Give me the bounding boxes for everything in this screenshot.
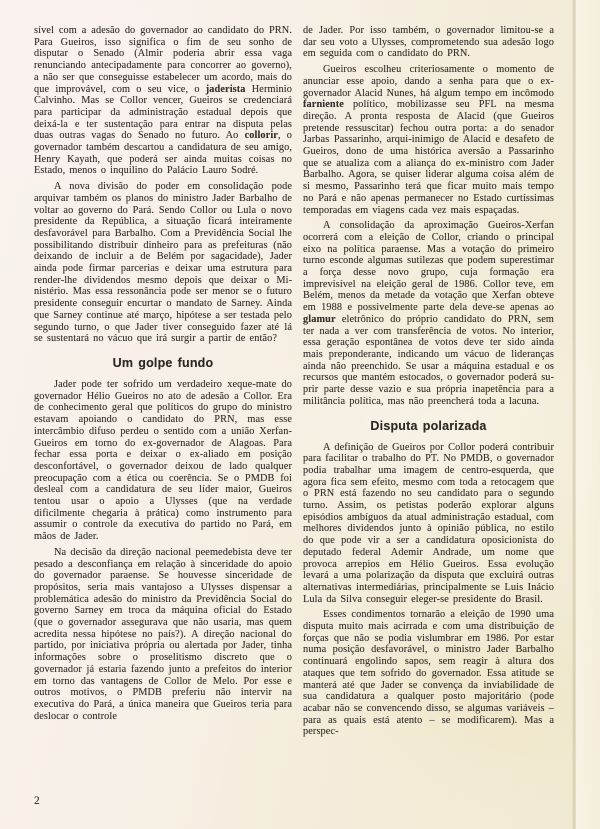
text-column-right	[303, 25, 554, 742]
text-segment: Jader pode ter sofrido um verdadeiro xeque-mate do governador Hélio Gueiros no ato de adesão a Collor. Era de conhecimento geral que políticos do grupo do ministro estavam apoiando o candidato do PRN, mas esse intercâmbio difuso perdeu o sentido com a união Xerfan-Gueiros em torno do ex-governador de Alagoas. Para fechar essa porta e deixar o ex-aliado em posição desconfortável, o governador deixou de lado qualquer preocupação com a ética ou coerência. Se o PMDB foi desleal com a candidatura de seu líder maior, Gueiros tentou usar o apoio a Ulysses (que na verdade dificilmente chegaria à prática) como instrumento para assumir o controle da executiva do partido no Pará, em mãos de Jader.	[34, 378, 292, 543]
paragraph	[303, 64, 554, 216]
section-heading: Um golpe fundo	[112, 355, 214, 370]
text-segment: Esses condimentos tornarão a eleição de 1990 uma disputa muito mais acirrada e com uma distribuição de forças que não se podia vislumbrar em 1986. Por estar numa posição desfavorável, o ministro Jader Barbalho continuará engolindo sapos, sem reagir à altura dos ataques que tem sofrido do governador. Essa atitude se manterá até que Jader se convença da inviabilidade de sua candidatura a qualquer posto majoritário (pode acabar não se convencendo disso, se algumas variáveis – para as quais está atento – se modificarem). Mas a perspec-	[303, 609, 554, 738]
paragraph	[303, 25, 554, 60]
paragraph	[303, 609, 554, 738]
paragraph	[34, 181, 292, 345]
paragraph	[34, 547, 292, 723]
text-segment: Herminio Calvinho. Mas se Collor vencer, Gueiros se credenciará para participar da administração estadual depois que deixá-la e ter sustentação para entrar na disputa pelas duas outras vagas do Senado no futuro. Ao	[34, 83, 293, 142]
text-segment: Na decisão da direção nacional peemedebista deve ter pesado a desconfiança em relação à sinceridade do apoio do governador paraense. Se houvesse sinceridade de propósitos, seria mais vantajoso a Ulysses dispensar a problemática adesão do ministro da Previdência Social do governo Sarney em troca da máquina oficial do Estado (que o governador assegurava que não usaria, mas quem acredita nessa hipótese no país?). A direção nacional do partido, por iniciativa própria ou alertada por Jader, tinha informações sobre o proselitismo discreto que o governador já estaria fazendo junto a prefeitos do interior em torno das vantagens de Collor de Melo. Por esse e outros motivos, o PMDB preferiu não intervir na executiva do Pará, a única maneira que Gueiros teria para deslocar o controle	[34, 546, 292, 722]
text-segment: político, mobilizasse seu PFL na mesma direção. A pronta resposta de Alacid (que Gueiros pretende ressuscitar) fechou outra porta: a do senador Jarbas Passarinho, arqui-inimigo de Alacid e desafeto de Gueiros, dono de uma histórica aversão a Passarinho que se atualiza com a aliança do ex-ministro com Jader Barbalho. Agora, se quiser liderar alguma coisa além de si mesmo, Passarinho terá que ficar muito mais tempo no Pará e não apenas permanecer no Estado curtíssimas temporadas em viagens cada vez mais espaçadas.	[303, 99, 554, 216]
text-column-left	[34, 25, 292, 726]
text-segment: A consolidação da aproximação Gueiros-Xerfan ocorrerá com a eleição de Collor, criando o principal eixo na política paraense. Mas a votação do primeiro turno esconde algumas sutilezas que podem superestimar a força desse novo grupo, cuja formação era imprevisível na eleição geral de 1986. Collor teve, em Belém, menos da metade da votação que Xerfan obteve em 1988 e possivelmente parte dela deve-se apenas ao	[303, 220, 554, 314]
bold-term: glamur	[303, 313, 336, 325]
section-heading: Disputa polarizada	[370, 418, 487, 433]
page-number: 2	[34, 795, 40, 807]
bold-term: jaderista	[205, 83, 246, 95]
page-edge-strip	[576, 0, 600, 829]
text-segment: de Jader. Por isso também, o governador limitou-se a dar seu voto a Ulysses, comprometendo sua adesão logo em seguida com o candidato do PRN.	[303, 25, 554, 60]
bold-term: farniente	[303, 99, 344, 111]
text-segment: Gueiros escolheu criteriosamente o momento de anunciar esse apoio, dando a senha para que o ex-governador Alacid Nunes, há algum tempo em incômodo	[303, 64, 554, 99]
paragraph	[303, 442, 554, 606]
text-segment: A nova divisão do poder em consolidação pode arquivar também os planos do ministro Jader Barbalho de voltar ao governo do Pará. Sendo Collor ou Lula o novo presidente da República, a situação ficará inteiramente desfavorável para Barbalho. Com a Previdência Social lhe possibilitando distribuir dinheiro para as prefeituras (não deixando de incluir a de Belém por sagacidade), Jader ainda pode firmar parcerias e deixar uma estrutura para render-lhe dividendos mesmo depois que deixar o Ministério. Mas essa ressonância pode ser menor se o futuro presidente conseguir encurtar o mandato de Sarney. Ainda que Sarney continue até março, hipótese a ser testada pelo segundo turno, o que Jader tiver conseguido fazer até lá se sustentará no vácuo que irá surgir a partir de então?	[34, 181, 292, 345]
page-edge-shadow	[572, 0, 576, 829]
text-segment: sível com a adesão do governador ao candidato do PRN. Para Gueiros, isso significa o fim de seu sonho de disputar o Senado (Almir poderia abrir essa vaga renunciando antecipadamente para concorrer ao governo), a não ser que conseguisse estabelecer um acordo, mais do que improvável, com o seu vice, o	[34, 25, 292, 95]
text-segment: A definição de Gueiros por Collor poderá contribuir para facilitar o trabalho do PT. No PMDB, o governador podia trabalhar uma imagem de centro-esquerda, que agora fica sem efeito, mesmo com toda a retocagem que o PRN está fazendo no seu candidato para o segundo turno. Assim, os petistas poderão explorar alguns episódios ambíguos da atual administração estadual, com melhores dividendos junto à opinião pública, no estilo do que pode vir a ser a candidatura oposicionista do deputado federal Ademir Andrade, um nome que provoca arrepios em Hélio Gueiros. Essa evolução levará a uma polarização da disputa que excluirá outras alternativas intermediárias, principalmente se Luis Inácio Lula da Silva conseguir eleger-se presidente do Brasil.	[303, 441, 554, 605]
paragraph	[34, 25, 292, 177]
paragraph	[303, 220, 554, 407]
text-segment: eletrônico do próprio candidato do PRN, sem ter nada a ver com transferência de votos. No interior, essa geração espontânea de votos deve ter sido ainda mais preponderante, indicando um vácuo de lideranças ainda não preenchido. Se usar a máquina estadual e os recursos que mantém estocados, o governador poderá suprir parte desse vazio e sua própria inapetência para a militância política, mas não preencherá toda a lacuna.	[303, 313, 554, 407]
text-segment: , o governador também descartou a candidatura de seu amigo, Henry Kayath, que poderá ser ainda muitas coisas no Estado, menos o inquilino do Palácio Lauro Sodré.	[34, 130, 293, 177]
bold-term: collorir	[244, 130, 278, 142]
paragraph	[34, 379, 292, 543]
